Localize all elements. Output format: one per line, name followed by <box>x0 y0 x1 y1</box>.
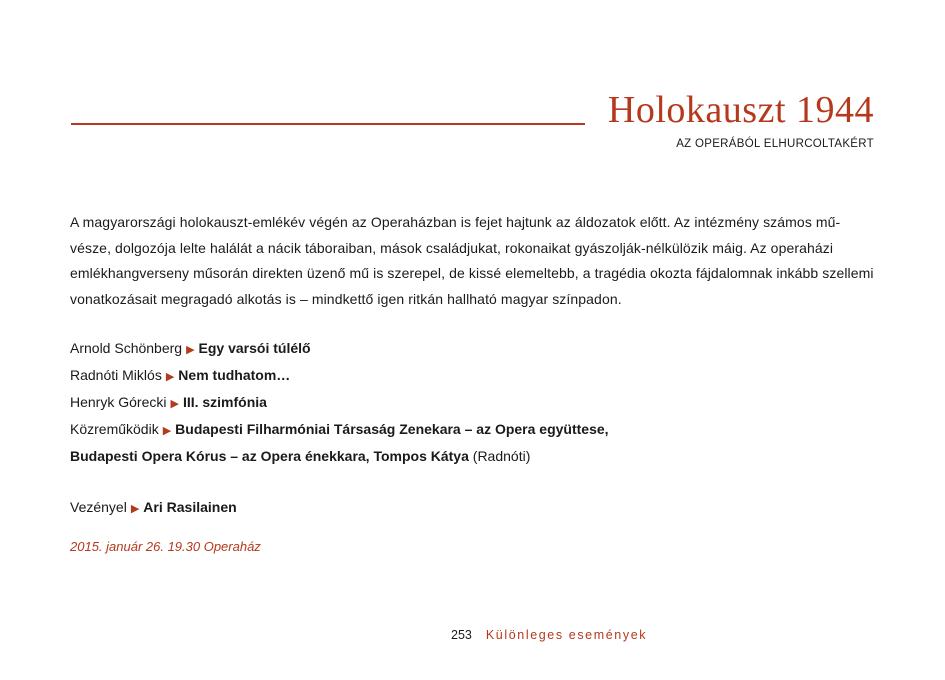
page-subtitle: AZ OPERÁBÓL ELHURCOLTAKÉRT <box>676 138 874 150</box>
arrow-icon: ▶ <box>186 344 195 356</box>
program-item <box>70 363 875 390</box>
work-title: Egy varsói túlélő <box>198 340 311 356</box>
composer-name: Henryk Górecki <box>70 394 167 410</box>
title-rule <box>71 123 585 125</box>
page-footer <box>451 628 647 642</box>
intro-paragraph: A magyarországi holokauszt-emlékév végén az Operaházban is fejet hajtunk az áldozatok előtt. Az intézmény számos mű-vésze, dolgozója lelte halálát a nácik táboraiban, mások családjukat, rokonaikat gyászolják-nélkülözik máig. Az operaházi emlékhangverseny műsorán direkten üzenő mű is szerepel, de kissé elemeltebb, a tragédia okozta fájdalomnak inkább szellemi vonatkozásait megragadó alkotás is – mindkettő igen ritkán hallható magyar színpadon. <box>70 214 874 307</box>
spacer <box>70 469 875 495</box>
composer-name: Arnold Schönberg <box>70 340 183 356</box>
performers-line-2: Budapesti Opera Kórus – az Opera énekkara, Tompos Kátya <box>70 448 469 464</box>
arrow-icon: ▶ <box>165 371 175 383</box>
conductor-label: Vezényel <box>70 499 127 515</box>
work-title: III. szimfónia <box>182 394 267 410</box>
performers-line-1: Budapesti Filharmóniai Társaság Zenekara – az Opera együttese, <box>175 421 609 437</box>
arrow-icon: ▶ <box>130 503 140 515</box>
performers-item <box>70 417 875 444</box>
arrow-icon: ▶ <box>170 398 179 410</box>
page-number: 253 <box>451 628 472 642</box>
event-date: 2015. január 26. 19.30 Operaház <box>70 539 261 554</box>
performers-continuation <box>70 444 875 469</box>
performers-label: Közreműködik <box>70 421 159 437</box>
page-title: Holokauszt 1944 <box>607 89 874 131</box>
program-list <box>70 336 875 522</box>
program-item <box>70 390 875 417</box>
work-title: Nem tudhatom… <box>178 367 291 383</box>
program-item <box>70 336 875 363</box>
arrow-icon: ▶ <box>162 425 172 437</box>
performers-line-2-tail: (Radnóti) <box>468 448 531 464</box>
composer-name: Radnóti Miklós <box>70 367 162 383</box>
section-name: Különleges események <box>485 628 648 642</box>
conductor-item <box>70 495 875 522</box>
conductor-name: Ari Rasilainen <box>143 499 237 515</box>
